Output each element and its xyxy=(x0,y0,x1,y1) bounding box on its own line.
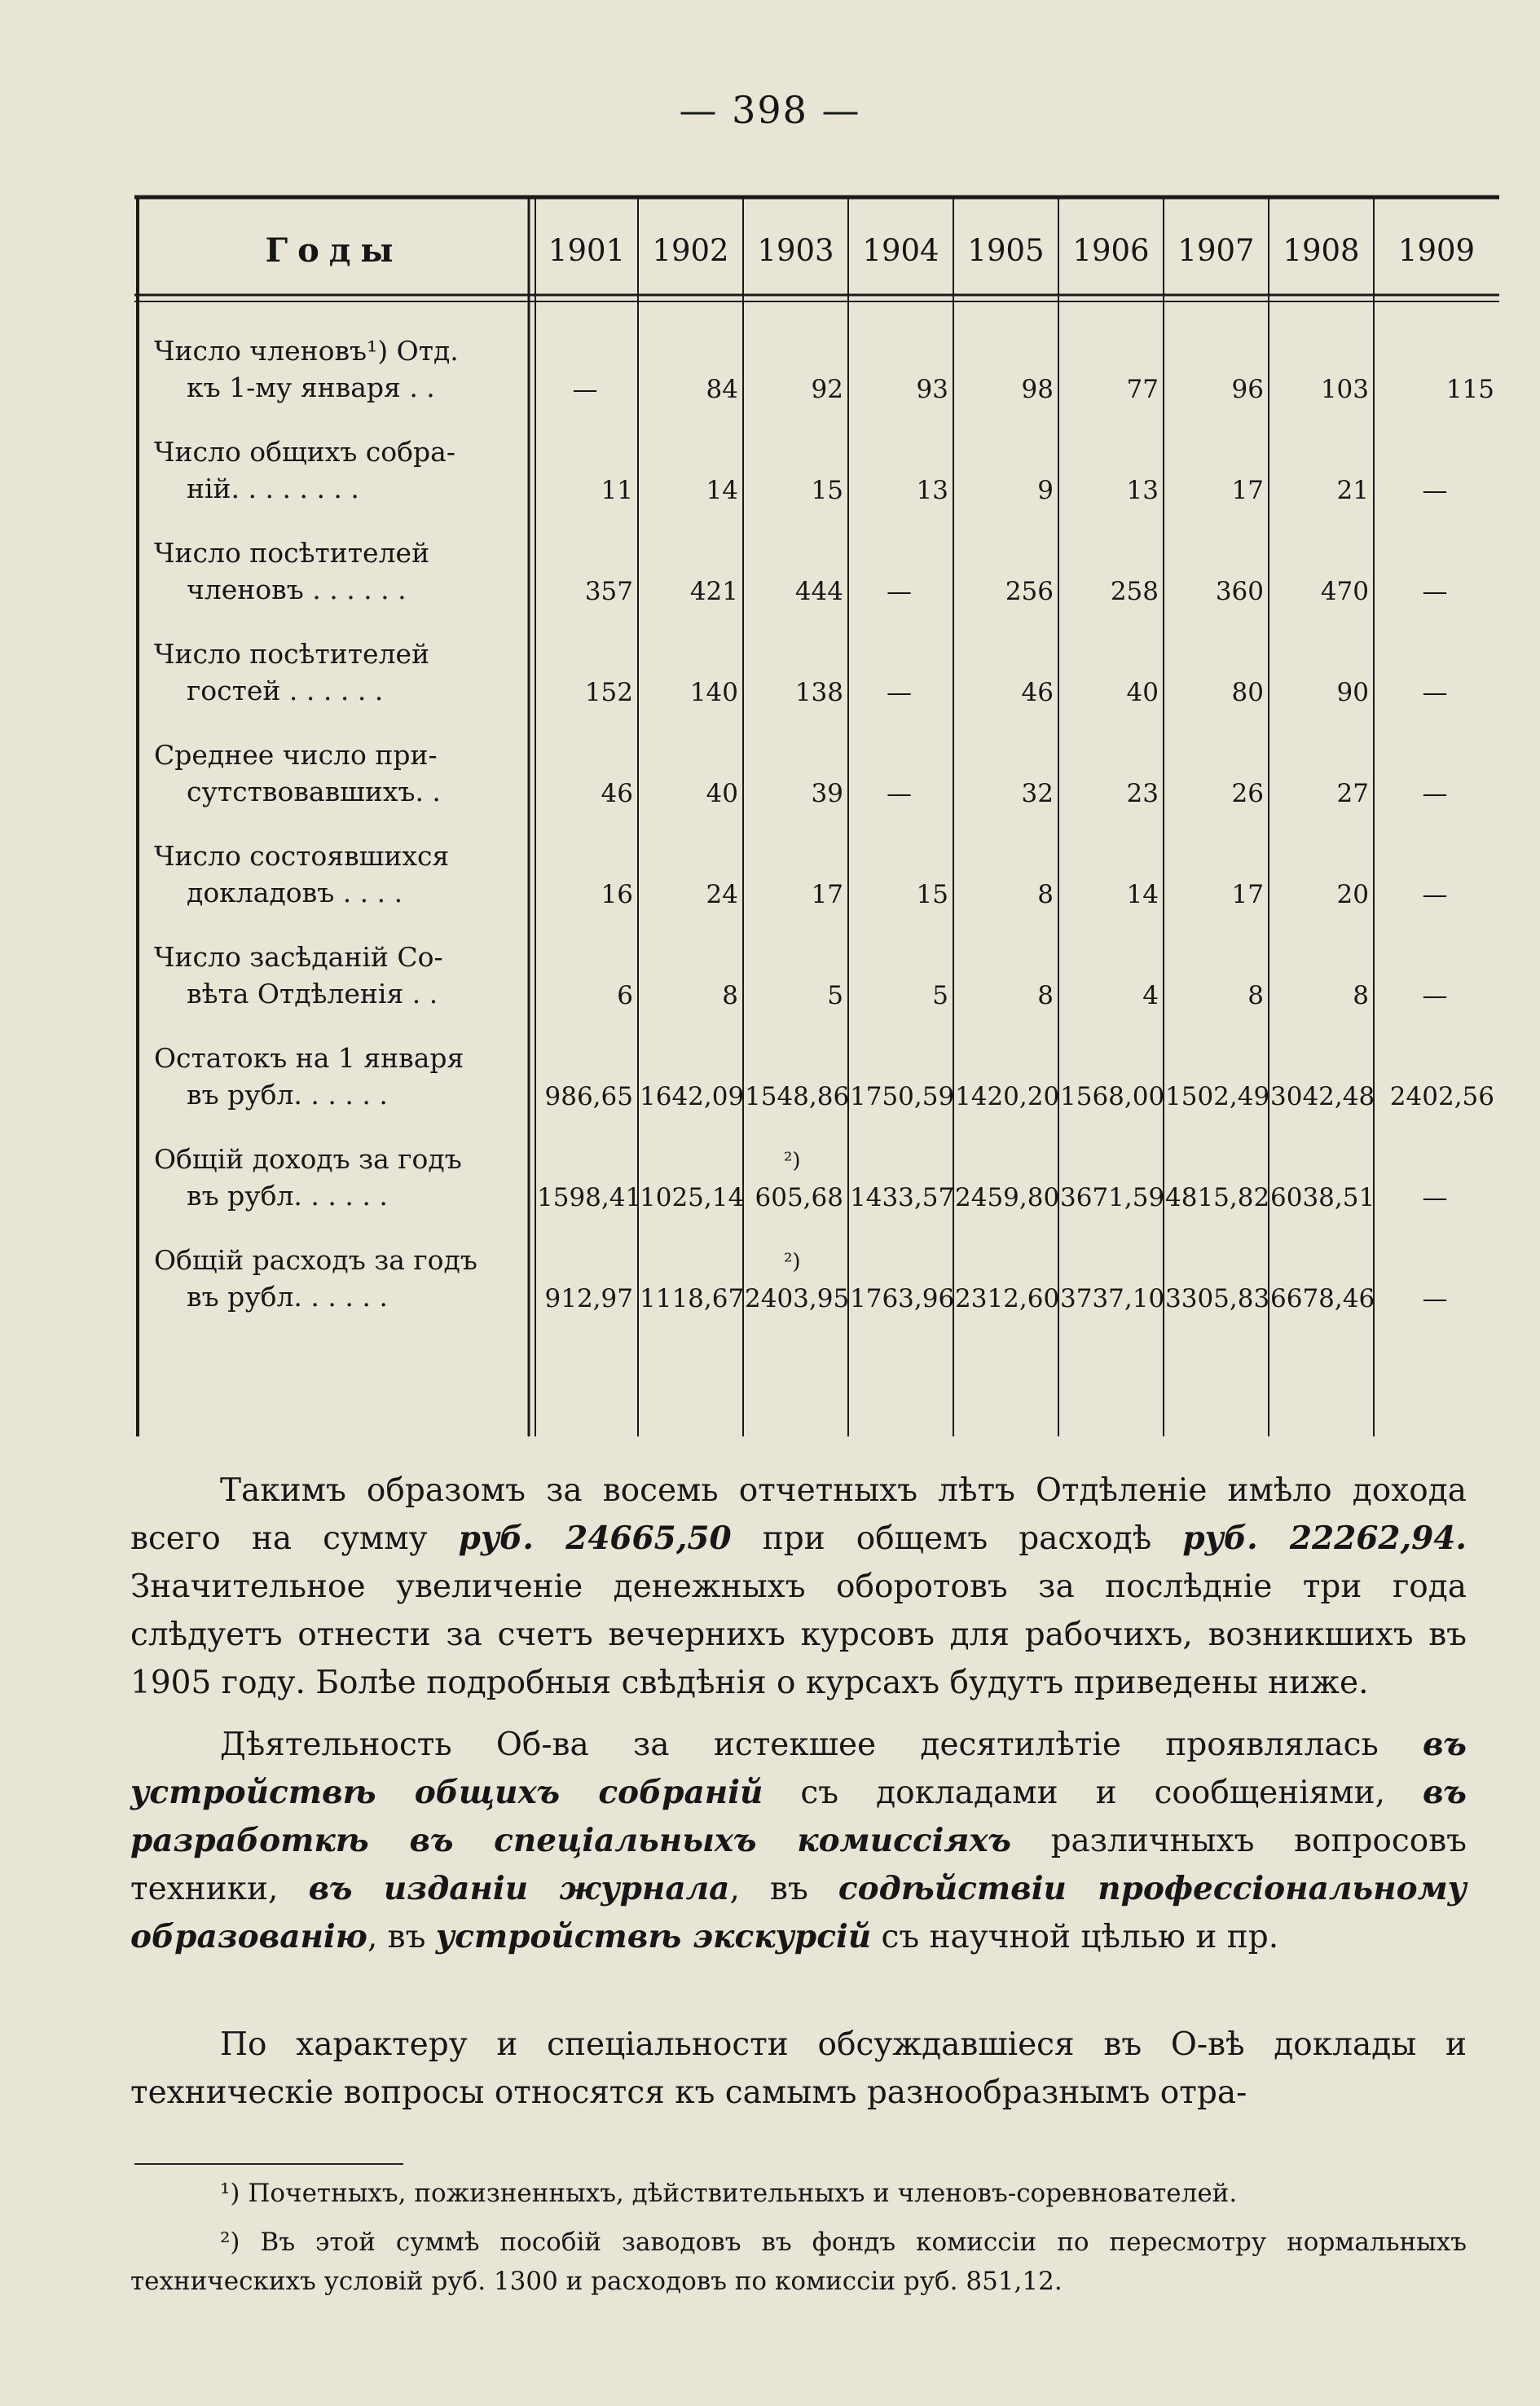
footnote-divider xyxy=(134,2163,403,2165)
row-label-line-1: Число засѣданій Со- xyxy=(154,941,443,973)
paragraph-1-text-a: Такимъ образомъ за восемь отчетныхъ лѣтъ Отдѣленіе имѣло дохода всего на сумму xyxy=(130,1472,1467,1557)
table-cell: 138 xyxy=(794,678,843,707)
row-label-line-1: Число посѣтителей xyxy=(154,537,430,569)
year-header-4: 1905 xyxy=(967,233,1045,268)
year-header-2: 1903 xyxy=(757,233,834,268)
row-label-line-1: Число посѣтителей xyxy=(154,638,430,670)
row-label-line-2: вѣта Отдѣленія . . xyxy=(187,978,438,1009)
row-label xyxy=(154,838,521,911)
row-label xyxy=(154,1141,521,1214)
table-cell: 84 xyxy=(706,375,738,404)
paragraph-2-text-f: , въ xyxy=(367,1919,436,1955)
table-cell: 14 xyxy=(1126,880,1159,909)
paragraph-2-emph-4: содѣйствіи профессіональному образованію xyxy=(130,1870,1467,1955)
table-cell: 8 xyxy=(1247,981,1264,1010)
year-header-5: 1906 xyxy=(1072,233,1150,268)
table-cell: 1420,20 xyxy=(955,1082,1060,1111)
paragraph-1 xyxy=(130,1467,1467,1707)
paragraph-3-text: По характеру и спеціальности обсуждавшіеся въ О-вѣ доклады и техническіе вопросы относятся къ самымъ разнообразнымъ отра- xyxy=(130,2026,1467,2111)
table-cell: 1025,14 xyxy=(640,1183,745,1212)
table-cell: 15 xyxy=(916,880,948,909)
table-cell: 93 xyxy=(916,375,948,404)
footnote-marker: ²) xyxy=(784,1250,801,1274)
table-cell: 1502,49 xyxy=(1165,1082,1270,1111)
table-cell: — xyxy=(1422,577,1448,606)
table-cell: — xyxy=(1422,1183,1448,1212)
table-cell: 115 xyxy=(1445,375,1494,404)
table-cell: 24 xyxy=(706,880,738,909)
table-cell: 39 xyxy=(811,779,843,808)
paragraph-2 xyxy=(130,1721,1467,1961)
table-cell: 912,97 xyxy=(544,1284,633,1313)
table-cell: 103 xyxy=(1320,375,1369,404)
table-cell: 16 xyxy=(601,880,633,909)
table-cell: — xyxy=(1422,1284,1448,1313)
table-cell: — xyxy=(887,678,912,707)
table-cell: 46 xyxy=(601,779,633,808)
table-cell: 470 xyxy=(1320,577,1369,606)
table-cell: 32 xyxy=(1021,779,1054,808)
year-header-0: 1901 xyxy=(548,233,626,268)
row-label-line-1: Число общихъ собра- xyxy=(154,436,455,468)
table-cell: 13 xyxy=(916,476,948,505)
statistics-table xyxy=(134,194,1499,1436)
table-cell: 46 xyxy=(1021,678,1054,707)
table-cell: 357 xyxy=(584,577,633,606)
row-label xyxy=(154,1242,521,1315)
table-cell: 1548,86 xyxy=(745,1082,850,1111)
table-cell: — xyxy=(887,577,912,606)
table-cell: 8 xyxy=(1037,981,1054,1010)
table-cell: 40 xyxy=(1126,678,1159,707)
table-cell: — xyxy=(887,779,912,808)
year-header-6: 1907 xyxy=(1177,233,1255,268)
table-cell: 152 xyxy=(584,678,633,707)
table-cell: 1598,41 xyxy=(537,1183,642,1212)
table-cell: 6 xyxy=(617,981,633,1010)
page-number: — 398 — xyxy=(679,88,861,132)
row-label-line-1: Число состоявшихся xyxy=(154,840,450,872)
row-label xyxy=(154,939,521,1012)
table-cell: — xyxy=(572,375,598,404)
table-cell: 11 xyxy=(601,476,633,505)
table-cell: 1433,57 xyxy=(850,1183,955,1212)
table-cell: 17 xyxy=(811,880,843,909)
paragraph-2-text-a: Дѣятельность Об-ва за истекшее десятилѣтіе проявлялась xyxy=(220,1726,1423,1763)
table-cell: — xyxy=(1422,779,1448,808)
table-cell: 90 xyxy=(1336,678,1369,707)
table-cell: 2402,56 xyxy=(1389,1082,1494,1111)
paragraph-2-emph-5: устройствѣ экскурсій xyxy=(435,1918,872,1955)
table-cell: 258 xyxy=(1110,577,1159,606)
table-cell: 77 xyxy=(1126,375,1159,404)
table-cell: 5 xyxy=(827,981,843,1010)
table-cell: 5 xyxy=(932,981,948,1010)
row-label-line-2: гостей . . . . . . xyxy=(187,675,384,706)
table-cell: 23 xyxy=(1126,779,1159,808)
paragraph-2-text-c: различныхъ вопросовъ техники, xyxy=(130,1823,1467,1907)
paragraph-2-text-d: , въ xyxy=(729,1871,838,1907)
table-cell: 40 xyxy=(706,779,738,808)
table-cell: 986,65 xyxy=(544,1082,633,1111)
year-header-8: 1909 xyxy=(1397,233,1476,268)
table-cell: 6038,51 xyxy=(1270,1183,1375,1212)
row-label xyxy=(154,1040,521,1113)
row-label-line-1: Общій доходъ за годъ xyxy=(154,1143,462,1175)
table-cell: 8 xyxy=(1037,880,1054,909)
row-label-line-2: докладовъ . . . . xyxy=(187,877,403,908)
row-label-line-1: Среднее число при- xyxy=(154,739,438,771)
table-cell: 3671,59 xyxy=(1060,1183,1165,1212)
footnote-marker: ²) xyxy=(784,1149,801,1173)
table-header-label: Годы xyxy=(265,231,403,270)
row-label-line-1: Число членовъ¹) Отд. xyxy=(154,335,459,367)
table-cell: 256 xyxy=(1005,577,1054,606)
paragraph-1-text-c: Значительное увеличеніе денежныхъ оборотовъ за послѣдніе три года слѣдуетъ отнести за счетъ вечернихъ курсовъ для рабочихъ, возникшихъ въ 1905 году. Болѣе подробныя свѣдѣнія о курсахъ будутъ приведены ниже. xyxy=(130,1568,1467,1701)
table-cell: 3042,48 xyxy=(1270,1082,1375,1111)
table-cell: 2312,60 xyxy=(955,1284,1060,1313)
table-cell: 140 xyxy=(689,678,738,707)
row-label-line-2: сутствовавшихъ. . xyxy=(187,776,441,807)
row-label-line-1: Общій расходъ за годъ xyxy=(154,1244,477,1276)
row-label-line-2: въ рубл. . . . . . xyxy=(187,1281,388,1313)
table-cell: 8 xyxy=(1353,981,1369,1010)
table-cell: 8 xyxy=(722,981,738,1010)
table-cell: 15 xyxy=(811,476,843,505)
year-header-1: 1902 xyxy=(652,233,729,268)
paragraph-1-text-b: при общемъ расходѣ xyxy=(731,1520,1183,1557)
table-cell: 6678,46 xyxy=(1270,1284,1375,1313)
table-cell: 4815,82 xyxy=(1165,1183,1270,1212)
table-cell: 20 xyxy=(1336,880,1369,909)
row-label xyxy=(154,636,521,709)
footnote-2: ²) Въ этой суммѣ пособій заводовъ въ фондъ комиссіи по пересмотру нормальныхъ техническихъ условій руб. 1300 и расходовъ по комиссіи руб. 851,12. xyxy=(130,2228,1467,2296)
year-header-7: 1908 xyxy=(1283,233,1360,268)
table-cell: 1750,59 xyxy=(850,1082,955,1111)
table-cell: 92 xyxy=(811,375,843,404)
table-cell: 2403,95 xyxy=(745,1284,850,1313)
table-cell: 21 xyxy=(1336,476,1369,505)
table-cell: — xyxy=(1422,678,1448,707)
table-cell: 9 xyxy=(1037,476,1054,505)
table-cell: 17 xyxy=(1231,880,1264,909)
table-cell: 14 xyxy=(706,476,738,505)
year-header-3: 1904 xyxy=(862,233,939,268)
table-cell: 1763,96 xyxy=(850,1284,955,1313)
table-cell: — xyxy=(1422,476,1448,505)
table-cell: 3305,83 xyxy=(1165,1284,1270,1313)
paragraph-1-income-sum: руб. 24665,50 xyxy=(458,1520,732,1557)
table-cell: 421 xyxy=(689,577,738,606)
row-label xyxy=(154,332,521,406)
row-label-line-2: въ рубл. . . . . . xyxy=(187,1180,388,1212)
paragraph-1-expense-sum: руб. 22262,94. xyxy=(1182,1520,1467,1557)
row-label-line-2: членовъ . . . . . . xyxy=(187,574,407,605)
table-cell: 605,68 xyxy=(755,1183,843,1212)
paragraph-2-emph-2: въ разработкѣ въ спеціальныхъ комиссіяхъ xyxy=(130,1774,1467,1859)
row-label-line-2: къ 1-му января . . xyxy=(187,372,435,403)
table-cell: 2459,80 xyxy=(955,1183,1060,1212)
table-cell: 96 xyxy=(1231,375,1264,404)
table-cell: 17 xyxy=(1231,476,1264,505)
row-label-line-2: въ рубл. . . . . . xyxy=(187,1079,388,1111)
paragraph-2-emph-3: въ изданіи журнала xyxy=(308,1870,730,1907)
row-label-line-1: Остатокъ на 1 января xyxy=(154,1042,464,1074)
row-label xyxy=(154,433,521,507)
paragraph-2-text-g: съ научной цѣлью и пр. xyxy=(871,1919,1279,1955)
table-cell: 3737,10 xyxy=(1060,1284,1165,1313)
footnote-1: ¹) Почетныхъ, пожизненныхъ, дѣйствительныхъ и членовъ-соревнователей. xyxy=(220,2179,1238,2208)
row-label xyxy=(154,737,521,810)
table-cell: 1642,09 xyxy=(640,1082,745,1111)
table-cell: 1568,00 xyxy=(1060,1082,1165,1111)
table-cell: 27 xyxy=(1336,779,1369,808)
table-cell: 1118,67 xyxy=(640,1284,745,1313)
row-label-line-2: ній. . . . . . . . xyxy=(187,473,359,504)
table-cell: 13 xyxy=(1126,476,1159,505)
paragraph-3 xyxy=(130,2021,1467,2117)
table-cell: 444 xyxy=(794,577,843,606)
table-cell: 80 xyxy=(1231,678,1264,707)
paragraph-2-text-b: съ докладами и сообщеніями, xyxy=(763,1775,1423,1811)
table-cell: 4 xyxy=(1142,981,1159,1010)
table-cell: 26 xyxy=(1231,779,1264,808)
table-cell: — xyxy=(1422,981,1448,1010)
row-label xyxy=(154,534,521,608)
table-cell: — xyxy=(1422,880,1448,909)
table-cell: 360 xyxy=(1215,577,1264,606)
paragraph-2-emph-1: въ устройствѣ общихъ собраній xyxy=(130,1726,1467,1811)
table-cell: 98 xyxy=(1021,375,1054,404)
